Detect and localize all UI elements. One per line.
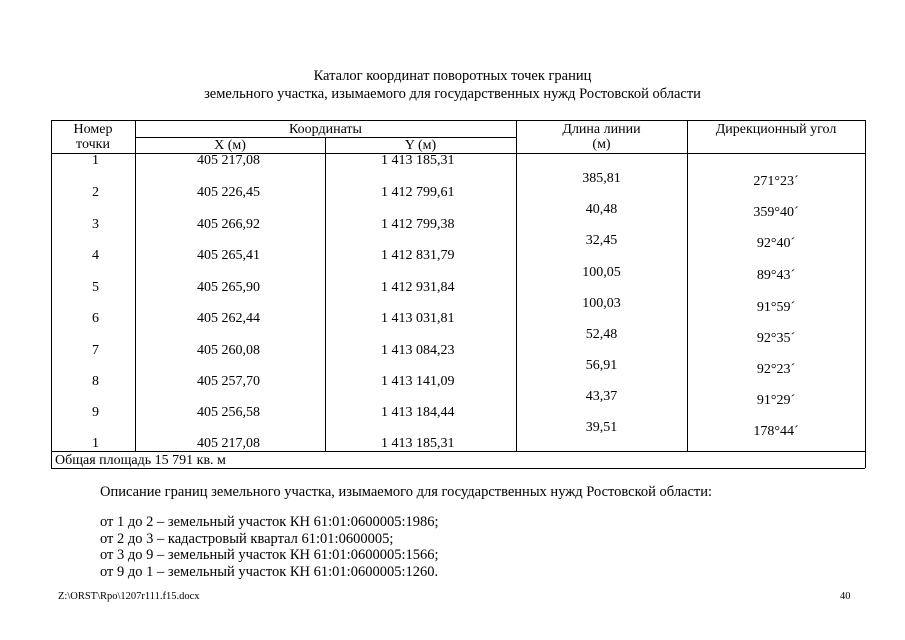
- total-area: Общая площадь 15 791 кв. м: [55, 453, 226, 468]
- point-number: 1: [92, 153, 99, 168]
- segment-length: 39,51: [585, 420, 618, 435]
- segment-length: 32,45: [585, 233, 618, 248]
- point-y: 1 413 185,31: [381, 436, 455, 451]
- point-x: 405 260,08: [197, 343, 260, 358]
- boundary-description-line: от 1 до 2 – земельный участок КН 61:01:0600005:1986;: [100, 514, 439, 530]
- point-y: 1 412 799,38: [381, 217, 455, 232]
- header-y: Y (м): [404, 138, 437, 153]
- point-y: 1 412 831,79: [381, 248, 455, 263]
- header-line-length: Длина линии: [562, 122, 641, 137]
- point-number: 8: [92, 374, 99, 389]
- boundary-description-line: от 2 до 3 – кадастровый квартал 61:01:0600005;: [100, 531, 394, 547]
- footer-page-number: 40: [840, 591, 851, 602]
- point-number: 5: [92, 280, 99, 295]
- point-number: 4: [92, 248, 99, 263]
- header-direction-angle: Дирекционный угол: [715, 122, 837, 137]
- header-line-length-unit: (м): [592, 137, 611, 152]
- segment-angle: 91°59´: [756, 300, 796, 315]
- point-x: 405 257,70: [197, 374, 260, 389]
- point-x: 405 265,41: [197, 248, 260, 263]
- segment-angle: 271°23´: [753, 174, 799, 189]
- boundary-description-title: Описание границ земельного участка, изымаемого для государственных нужд Ростовской области:: [100, 484, 713, 500]
- segment-length: 385,81: [582, 171, 621, 186]
- segment-length: 100,03: [582, 296, 621, 311]
- segment-length: 43,37: [585, 389, 618, 404]
- segment-length: 56,91: [585, 358, 618, 373]
- point-y: 1 412 799,61: [381, 185, 455, 200]
- point-x: 405 217,08: [197, 436, 260, 451]
- point-x: 405 226,45: [197, 185, 260, 200]
- point-y: 1 413 031,81: [381, 311, 455, 326]
- point-y: 1 413 084,23: [381, 343, 455, 358]
- header-x: X (м): [214, 138, 246, 153]
- segment-angle: 91°29´: [756, 393, 796, 408]
- point-x: 405 265,90: [197, 280, 260, 295]
- footer-file-path: Z:\ORST\Rpo\1207r111.f15.docx: [58, 591, 200, 602]
- point-y: 1 413 141,09: [381, 374, 455, 389]
- segment-angle: 178°44´: [753, 424, 799, 439]
- point-number: 9: [92, 405, 99, 420]
- segment-angle: 92°23´: [756, 362, 796, 377]
- boundary-description-line: от 9 до 1 – земельный участок КН 61:01:0600005:1260.: [100, 564, 439, 580]
- point-number: 2: [92, 185, 99, 200]
- point-x: 405 217,08: [197, 153, 260, 168]
- point-y: 1 413 185,31: [381, 153, 455, 168]
- point-y: 1 412 931,84: [381, 280, 455, 295]
- point-number: 1: [92, 436, 99, 451]
- header-coordinates: Координаты: [289, 122, 362, 137]
- point-number: 7: [92, 343, 99, 358]
- segment-angle: 89°43´: [756, 268, 796, 283]
- boundary-description-line: от 3 до 9 – земельный участок КН 61:01:0600005:1566;: [100, 547, 439, 563]
- point-number: 6: [92, 311, 99, 326]
- catalog-title-line-1: Каталог координат поворотных точек границ: [313, 68, 592, 84]
- segment-angle: 92°40´: [756, 236, 796, 251]
- point-y: 1 413 184,44: [381, 405, 455, 420]
- header-point-number-2: точки: [76, 137, 110, 152]
- point-x: 405 262,44: [197, 311, 260, 326]
- point-x: 405 256,58: [197, 405, 260, 420]
- segment-length: 40,48: [585, 202, 618, 217]
- segment-angle: 92°35´: [756, 331, 796, 346]
- segment-length: 52,48: [585, 327, 618, 342]
- point-x: 405 266,92: [197, 217, 260, 232]
- point-number: 3: [92, 217, 99, 232]
- catalog-title-line-2: земельного участка, изымаемого для государственных нужд Ростовской области: [204, 86, 701, 102]
- segment-angle: 359°40´: [753, 205, 799, 220]
- header-point-number: Номер: [73, 122, 113, 137]
- segment-length: 100,05: [582, 265, 621, 280]
- coordinates-table: [51, 120, 865, 468]
